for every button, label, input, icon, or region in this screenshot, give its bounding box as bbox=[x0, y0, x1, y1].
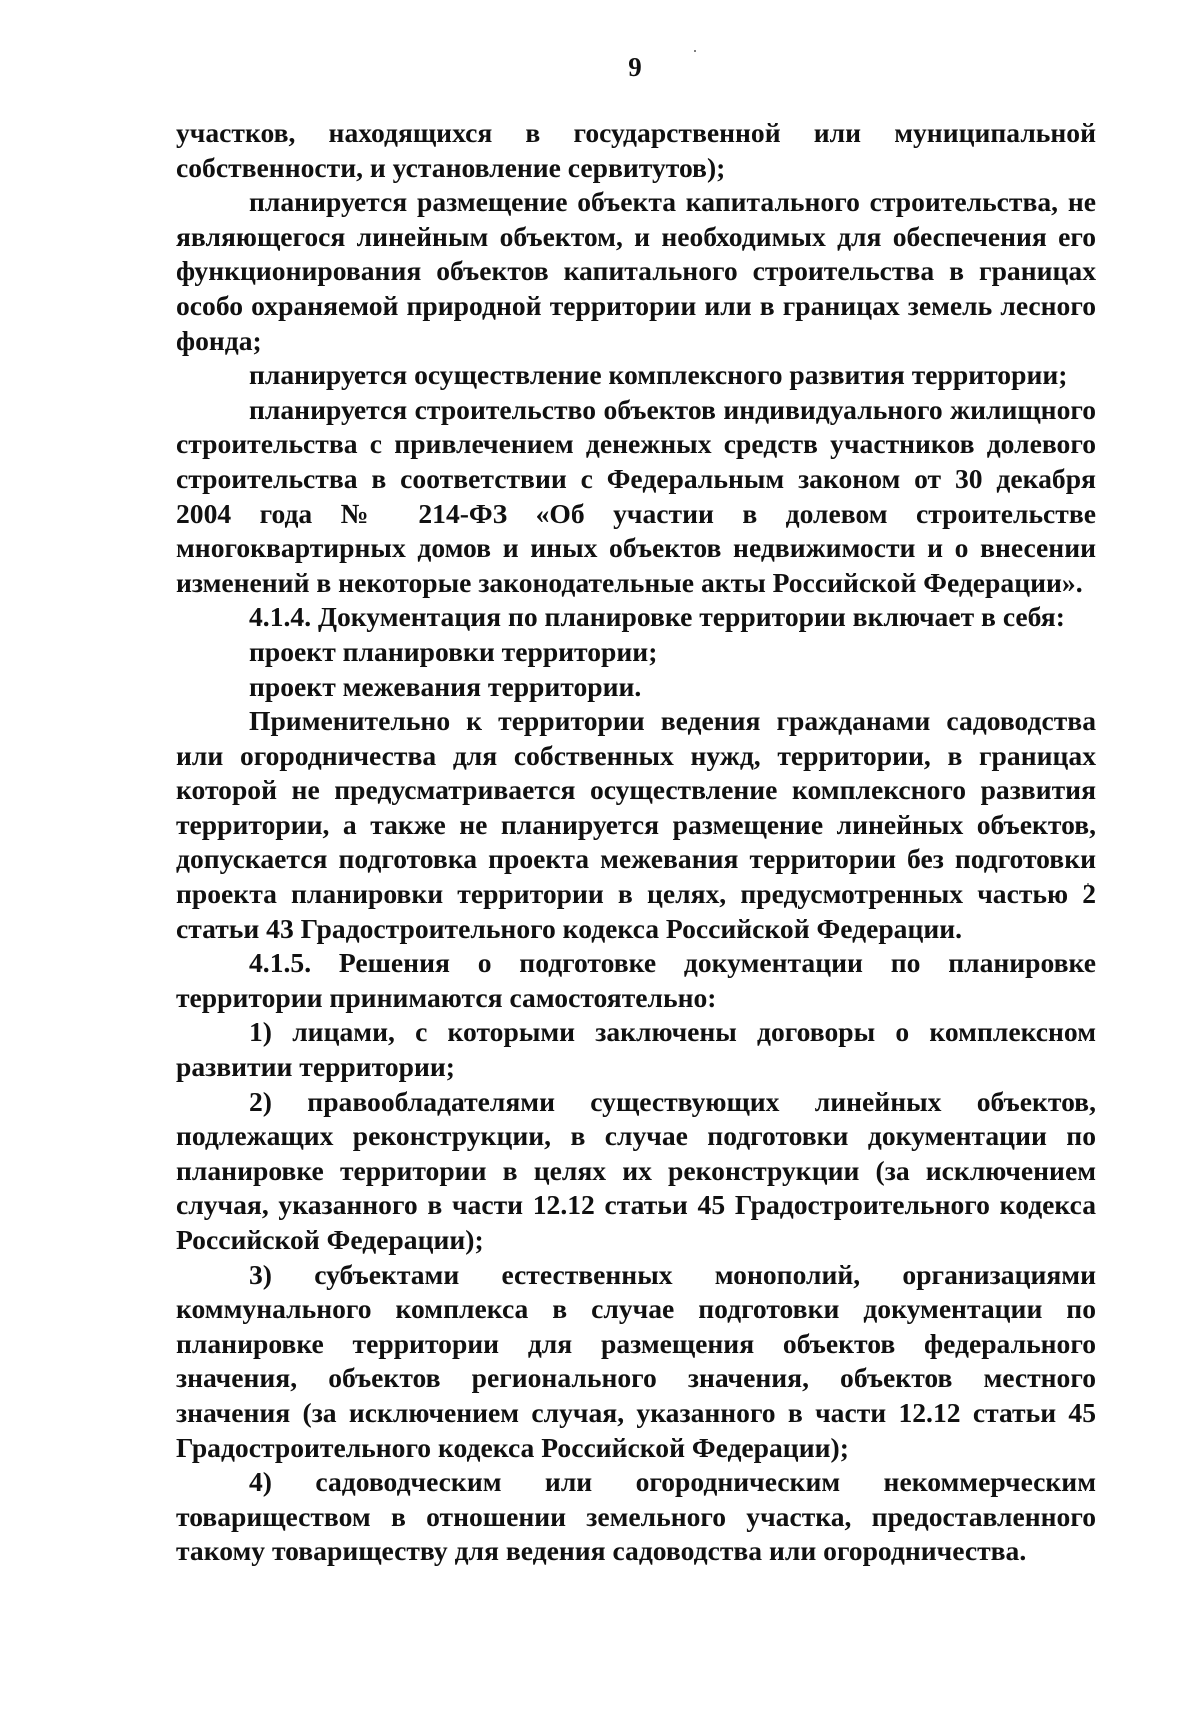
list-item-4: 4) садоводческим или огородническим некоммерческим товариществом в отношении земельного участка, предоставленного такому товариществу для ведения садоводства или огородничества. bbox=[176, 1466, 1096, 1567]
scan-speck bbox=[694, 50, 696, 52]
paragraph-4-1-4: 4.1.4. Документация по планировке территории включает в себя: bbox=[249, 601, 1065, 633]
list-item-3: 3) субъектами естественных монополий, организациями коммунального комплекса в случае подготовки документации по планировке территории для размещения объектов федерального значения, объектов регионального значения, объектов местного значения (за исключением случая, указанного в части 12.12 статьи 45 Градостроительного кодекса Российской Федерации); bbox=[176, 1258, 1096, 1463]
list-item-1: 1) лицами, с которыми заключены договоры о комплексном развитии территории; bbox=[176, 1016, 1096, 1083]
document-body bbox=[176, 116, 1096, 1569]
paragraph-gardening-territory: Применительно к территории ведения гражданами садоводства или огородничества для собственных нужд, территории, в границах которой не предусматривается осуществление комплексного развития территории, а также не планируется размещение линейных объектов, допускается подготовка проекта межевания территории без подготовки проекта планировки территории в целях, предусмотренных частью 2 статьи 43 Градостроительного кодекса Российской Федерации. bbox=[176, 705, 1096, 944]
paragraph-continuation: участков, находящихся в государственной или муниципальной собственности, и установление сервитутов); bbox=[176, 117, 1096, 183]
paragraph-4-1-5: 4.1.5. Решения о подготовке документации по планировке территории принимаются самостоятельно: bbox=[176, 947, 1096, 1013]
list-item-2: 2) правообладателями существующих линейных объектов, подлежащих реконструкции, в случае подготовки документации по планировке территории в целях их реконструкции (за исключением случая, указанного в части 12.12 статьи 45 Градостроительного кодекса Российской Федерации); bbox=[176, 1085, 1096, 1255]
paragraph-shared-construction: планируется строительство объектов индивидуального жилищного строительства с привлечением денежных средств участников долевого строительства в соответствии с Федеральным законом от 30 декабря 2004 года № 214-ФЗ «Об участии в долевом строительстве многоквартирных домов и иных объектов недвижимости и о внесении изменений в некоторые законодательные акты Российской Федерации». bbox=[176, 393, 1096, 598]
paragraph-surveying-project: проект межевания территории. bbox=[249, 670, 642, 702]
page-number: 9 bbox=[628, 52, 642, 82]
paragraph-complex-development: планируется осуществление комплексного развития территории; bbox=[249, 359, 1068, 391]
paragraph-planning-project: проект планировки территории; bbox=[249, 635, 658, 667]
paragraph-capital-construction: планируется размещение объекта капитального строительства, не являющегося линейным объектом, и необходимых для обеспечения его функционирования объектов капитального строительства в границах особо охраняемой природной территории или в границах земель лесного фонда; bbox=[176, 186, 1096, 356]
